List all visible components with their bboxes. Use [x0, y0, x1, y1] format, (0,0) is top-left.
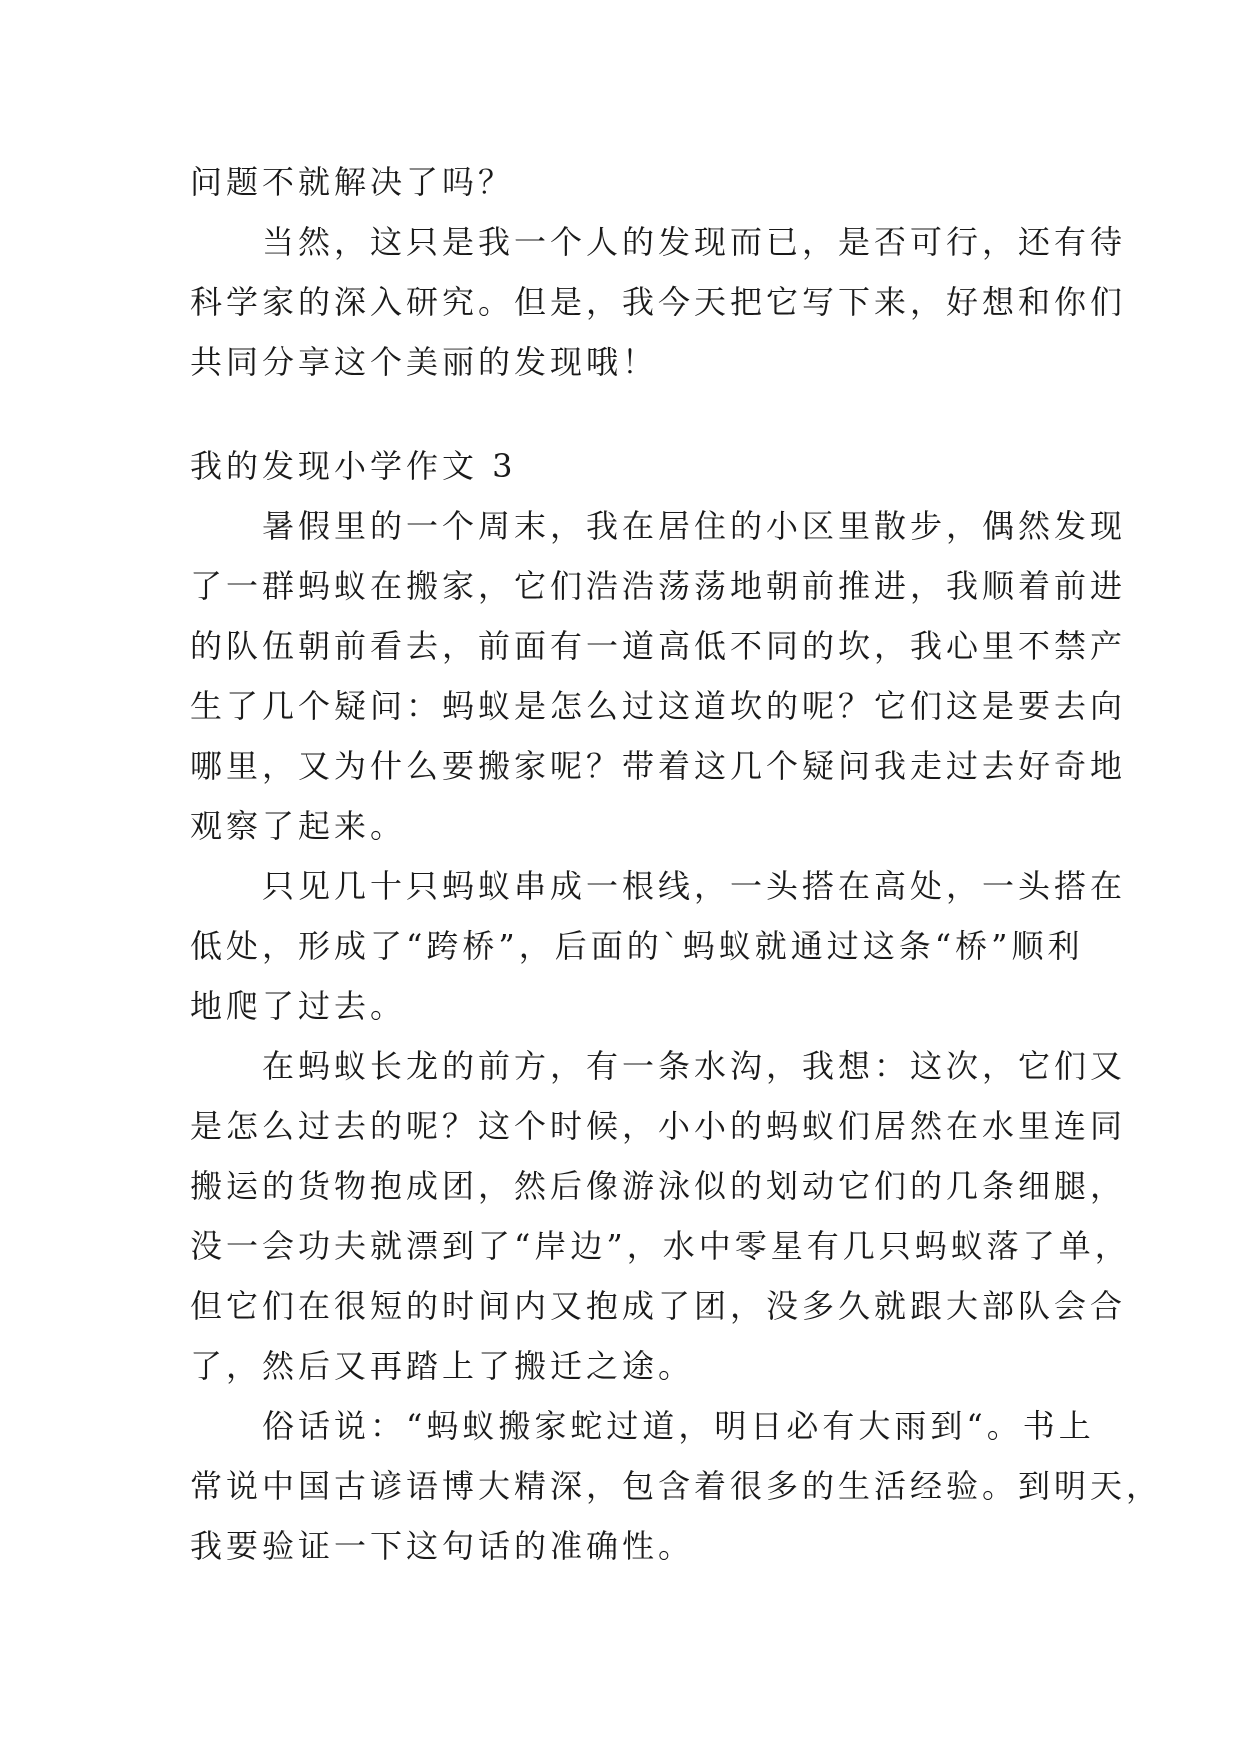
paragraph-intro	[190, 496, 1127, 856]
text-line: 只见几十只蚂蚁串成一根线，一头搭在高处，一头搭在	[262, 867, 1127, 905]
text-line: 常说中国古谚语博大精深，包含着很多的生活经验。到明天，	[190, 1467, 1163, 1505]
text-line: 的队伍朝前看去，前面有一道高低不同的坎，我心里不禁产	[190, 627, 1127, 665]
text-line: 暑假里的一个周末，我在居住的小区里散步，偶然发现	[262, 507, 1127, 545]
text-line: 共同分享这个美丽的发现哦！	[190, 343, 659, 381]
text-line: 哪里，又为什么要搬家呢？带着这几个疑问我走过去好奇地	[190, 747, 1127, 785]
paragraph-closing	[190, 212, 1127, 392]
text-line: 当然，这只是我一个人的发现而已，是否可行，还有待	[262, 223, 1127, 261]
text-line: 但它们在很短的时间内又抱成了团，没多久就跟大部队会合	[190, 1287, 1127, 1325]
text-line: 生了几个疑问：蚂蚁是怎么过这道坎的呢？它们这是要去向	[190, 687, 1127, 725]
text-line: 是怎么过去的呢？这个时候，小小的蚂蚁们居然在水里连同	[190, 1107, 1127, 1145]
text-line: 地爬了过去。	[190, 987, 407, 1025]
text-line: 我要验证一下这句话的准确性。	[190, 1527, 695, 1565]
text-line: 在蚂蚁长龙的前方，有一条水沟，我想：这次，它们又	[262, 1047, 1127, 1085]
text-line: 了一群蚂蚁在搬家，它们浩浩荡荡地朝前推进，我顺着前进	[190, 567, 1127, 605]
section-heading	[190, 436, 1055, 496]
paragraph-ditch	[190, 1036, 1131, 1396]
heading-line: 我的发现小学作文 3	[190, 447, 517, 485]
paragraph-continuation	[190, 152, 1055, 212]
text-line: 搬运的货物抱成团，然后像游泳似的划动它们的几条细腿，	[190, 1167, 1127, 1205]
text-line: 低处，形成了“跨桥”，后面的`蚂蚁就通过这条“桥”顺利	[190, 927, 1084, 965]
text-line: 科学家的深入研究。但是，我今天把它写下来，好想和你们	[190, 283, 1127, 321]
text-line: 问题不就解决了吗？	[190, 163, 515, 201]
text-line: 俗话说：“蚂蚁搬家蛇过道，明日必有大雨到“。书上	[262, 1407, 1095, 1445]
paragraph-bridge	[190, 856, 1127, 1036]
text-line: 观察了起来。	[190, 807, 407, 845]
paragraph-proverb	[190, 1396, 1163, 1576]
text-line: 没一会功夫就漂到了“岸边”，水中零星有几只蚂蚁落了单，	[190, 1227, 1131, 1265]
text-line: 了，然后又再踏上了搬迁之途。	[190, 1347, 695, 1385]
